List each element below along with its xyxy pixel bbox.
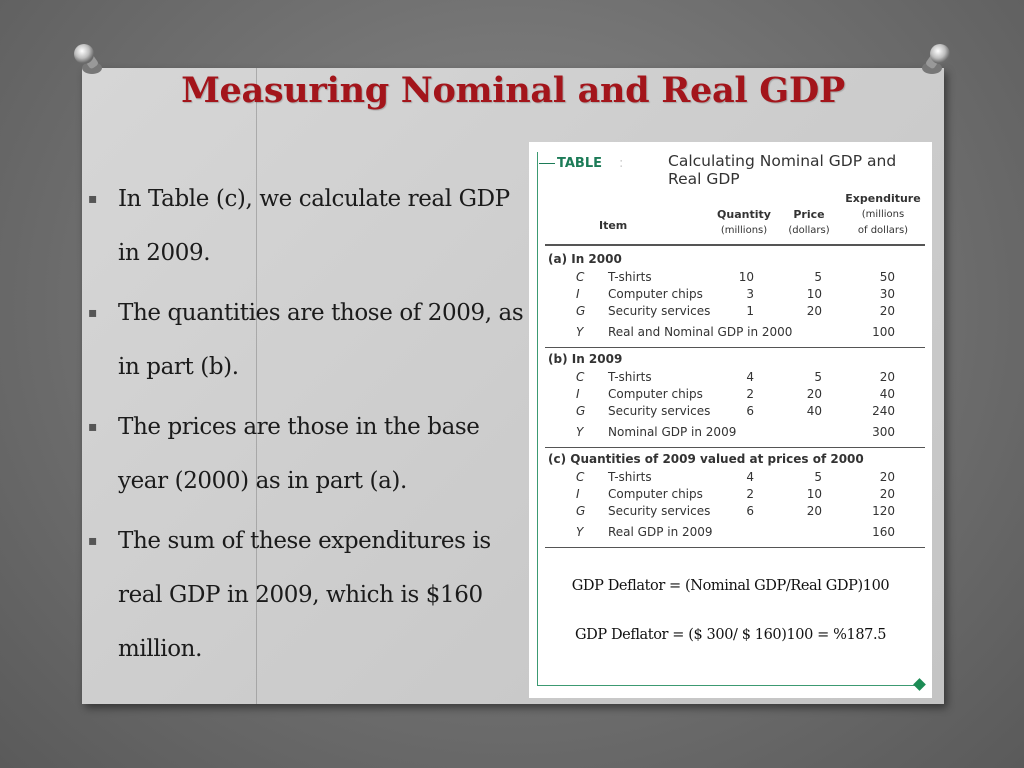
bullet-item xyxy=(88,286,528,394)
table-section-heading: (b) In 2009 xyxy=(548,352,623,366)
bullet-text: In Table (c), we calculate real GDP in 2009. xyxy=(118,186,510,266)
cell-quantity: 10 xyxy=(738,270,754,284)
cell-price: 5 xyxy=(814,370,822,384)
table-number-placeholder: : xyxy=(619,156,624,171)
table-row xyxy=(545,525,925,542)
cell-code: G xyxy=(576,504,586,518)
cell-item: Security services xyxy=(608,504,711,518)
table-header xyxy=(539,148,927,188)
cell-item: T-shirts xyxy=(608,270,652,284)
table-row xyxy=(545,370,925,387)
cell-quantity: 4 xyxy=(746,470,754,484)
cell-code: G xyxy=(576,304,586,318)
cell-price: 10 xyxy=(806,287,822,301)
table-row xyxy=(545,287,925,304)
cell-quantity: 3 xyxy=(746,287,754,301)
cell-item: Computer chips xyxy=(608,287,703,301)
cell-item: Real and Nominal GDP in 2000 xyxy=(608,325,793,339)
cell-expenditure: 20 xyxy=(879,487,895,501)
bullet-text: The quantities are those of 2009, as in part (b). xyxy=(118,300,524,380)
cell-price: 10 xyxy=(806,487,822,501)
cell-code: Y xyxy=(576,425,584,439)
table-row xyxy=(545,425,925,442)
cell-price: 5 xyxy=(814,470,822,484)
bullet-text: The prices are those in the base year (2000) as in part (a). xyxy=(118,414,480,494)
cell-code: C xyxy=(576,270,585,284)
column-header-item: Item xyxy=(599,219,628,232)
table-image-panel xyxy=(529,142,932,698)
cell-quantity: 6 xyxy=(746,404,754,418)
table-frame-line xyxy=(537,685,917,686)
cell-expenditure: 240 xyxy=(872,404,895,418)
deflator-calculation: GDP Deflator = ($ 300/ $ 160)100 = %187.5 xyxy=(574,627,887,643)
cell-code: G xyxy=(576,404,586,418)
cell-item: Computer chips xyxy=(608,387,703,401)
cell-item: T-shirts xyxy=(608,470,652,484)
cell-code: C xyxy=(576,470,585,484)
table-row xyxy=(545,270,925,287)
table-row xyxy=(545,470,925,487)
cell-item: Security services xyxy=(608,304,711,318)
deflator-formula: GDP Deflator = (Nominal GDP/Real GDP)100 xyxy=(571,578,890,594)
cell-expenditure: 20 xyxy=(879,304,895,318)
table-tag: TABLE xyxy=(539,156,602,171)
cell-expenditure: 300 xyxy=(872,425,895,439)
bullet-square-icon: ▪ xyxy=(88,305,98,321)
cell-item: T-shirts xyxy=(608,370,652,384)
table-rule xyxy=(545,244,925,246)
cell-code: I xyxy=(576,487,580,501)
diamond-icon xyxy=(913,678,926,691)
cell-quantity: 2 xyxy=(746,387,754,401)
table-row xyxy=(545,325,925,342)
cell-price: 20 xyxy=(806,304,822,318)
table-row xyxy=(545,387,925,404)
table-frame-line xyxy=(537,152,538,685)
cell-quantity: 1 xyxy=(746,304,754,318)
cell-quantity: 2 xyxy=(746,487,754,501)
table-row xyxy=(545,504,925,521)
cell-expenditure: 50 xyxy=(879,270,895,284)
cell-price: 20 xyxy=(806,504,822,518)
table-row xyxy=(545,487,925,504)
cell-expenditure: 100 xyxy=(872,325,895,339)
column-header-quantity: Quantity (millions) xyxy=(717,208,771,236)
column-header-price: Price (dollars) xyxy=(788,208,830,236)
bullet-item xyxy=(88,172,528,280)
cell-expenditure: 20 xyxy=(879,370,895,384)
cell-quantity: 6 xyxy=(746,504,754,518)
cell-quantity: 4 xyxy=(746,370,754,384)
table-section-heading: (a) In 2000 xyxy=(548,252,622,266)
table-row xyxy=(545,304,925,321)
bullet-square-icon: ▪ xyxy=(88,533,98,549)
bullet-item xyxy=(88,514,528,676)
table-rule xyxy=(545,447,925,448)
cell-item: Computer chips xyxy=(608,487,703,501)
slide-title: Measuring Nominal and Real GDP xyxy=(181,70,845,111)
cell-code: C xyxy=(576,370,585,384)
cell-expenditure: 160 xyxy=(872,525,895,539)
cell-code: I xyxy=(576,387,580,401)
column-header-expenditure: Expenditure (millions of dollars) xyxy=(845,192,921,236)
cell-item: Nominal GDP in 2009 xyxy=(608,425,737,439)
bullet-list xyxy=(88,172,528,682)
bullet-square-icon: ▪ xyxy=(88,191,98,207)
table-section-heading: (c) Quantities of 2009 valued at prices of 2000 xyxy=(548,452,864,466)
bullet-item xyxy=(88,400,528,508)
cell-code: I xyxy=(576,287,580,301)
bullet-text: The sum of these expenditures is real GDP in 2009, which is $160 million. xyxy=(118,528,491,662)
bullet-square-icon: ▪ xyxy=(88,419,98,435)
cell-expenditure: 120 xyxy=(872,504,895,518)
cell-price: 5 xyxy=(814,270,822,284)
cell-item: Security services xyxy=(608,404,711,418)
table-title: Calculating Nominal GDP and Real GDP xyxy=(668,152,897,188)
cell-code: Y xyxy=(576,525,584,539)
cell-item: Real GDP in 2009 xyxy=(608,525,713,539)
cell-price: 40 xyxy=(806,404,822,418)
cell-expenditure: 20 xyxy=(879,470,895,484)
table-row xyxy=(545,404,925,421)
table-rule xyxy=(545,547,925,548)
cell-expenditure: 30 xyxy=(879,287,895,301)
cell-expenditure: 40 xyxy=(879,387,895,401)
cell-code: Y xyxy=(576,325,584,339)
table-rule xyxy=(545,347,925,348)
cell-price: 20 xyxy=(806,387,822,401)
